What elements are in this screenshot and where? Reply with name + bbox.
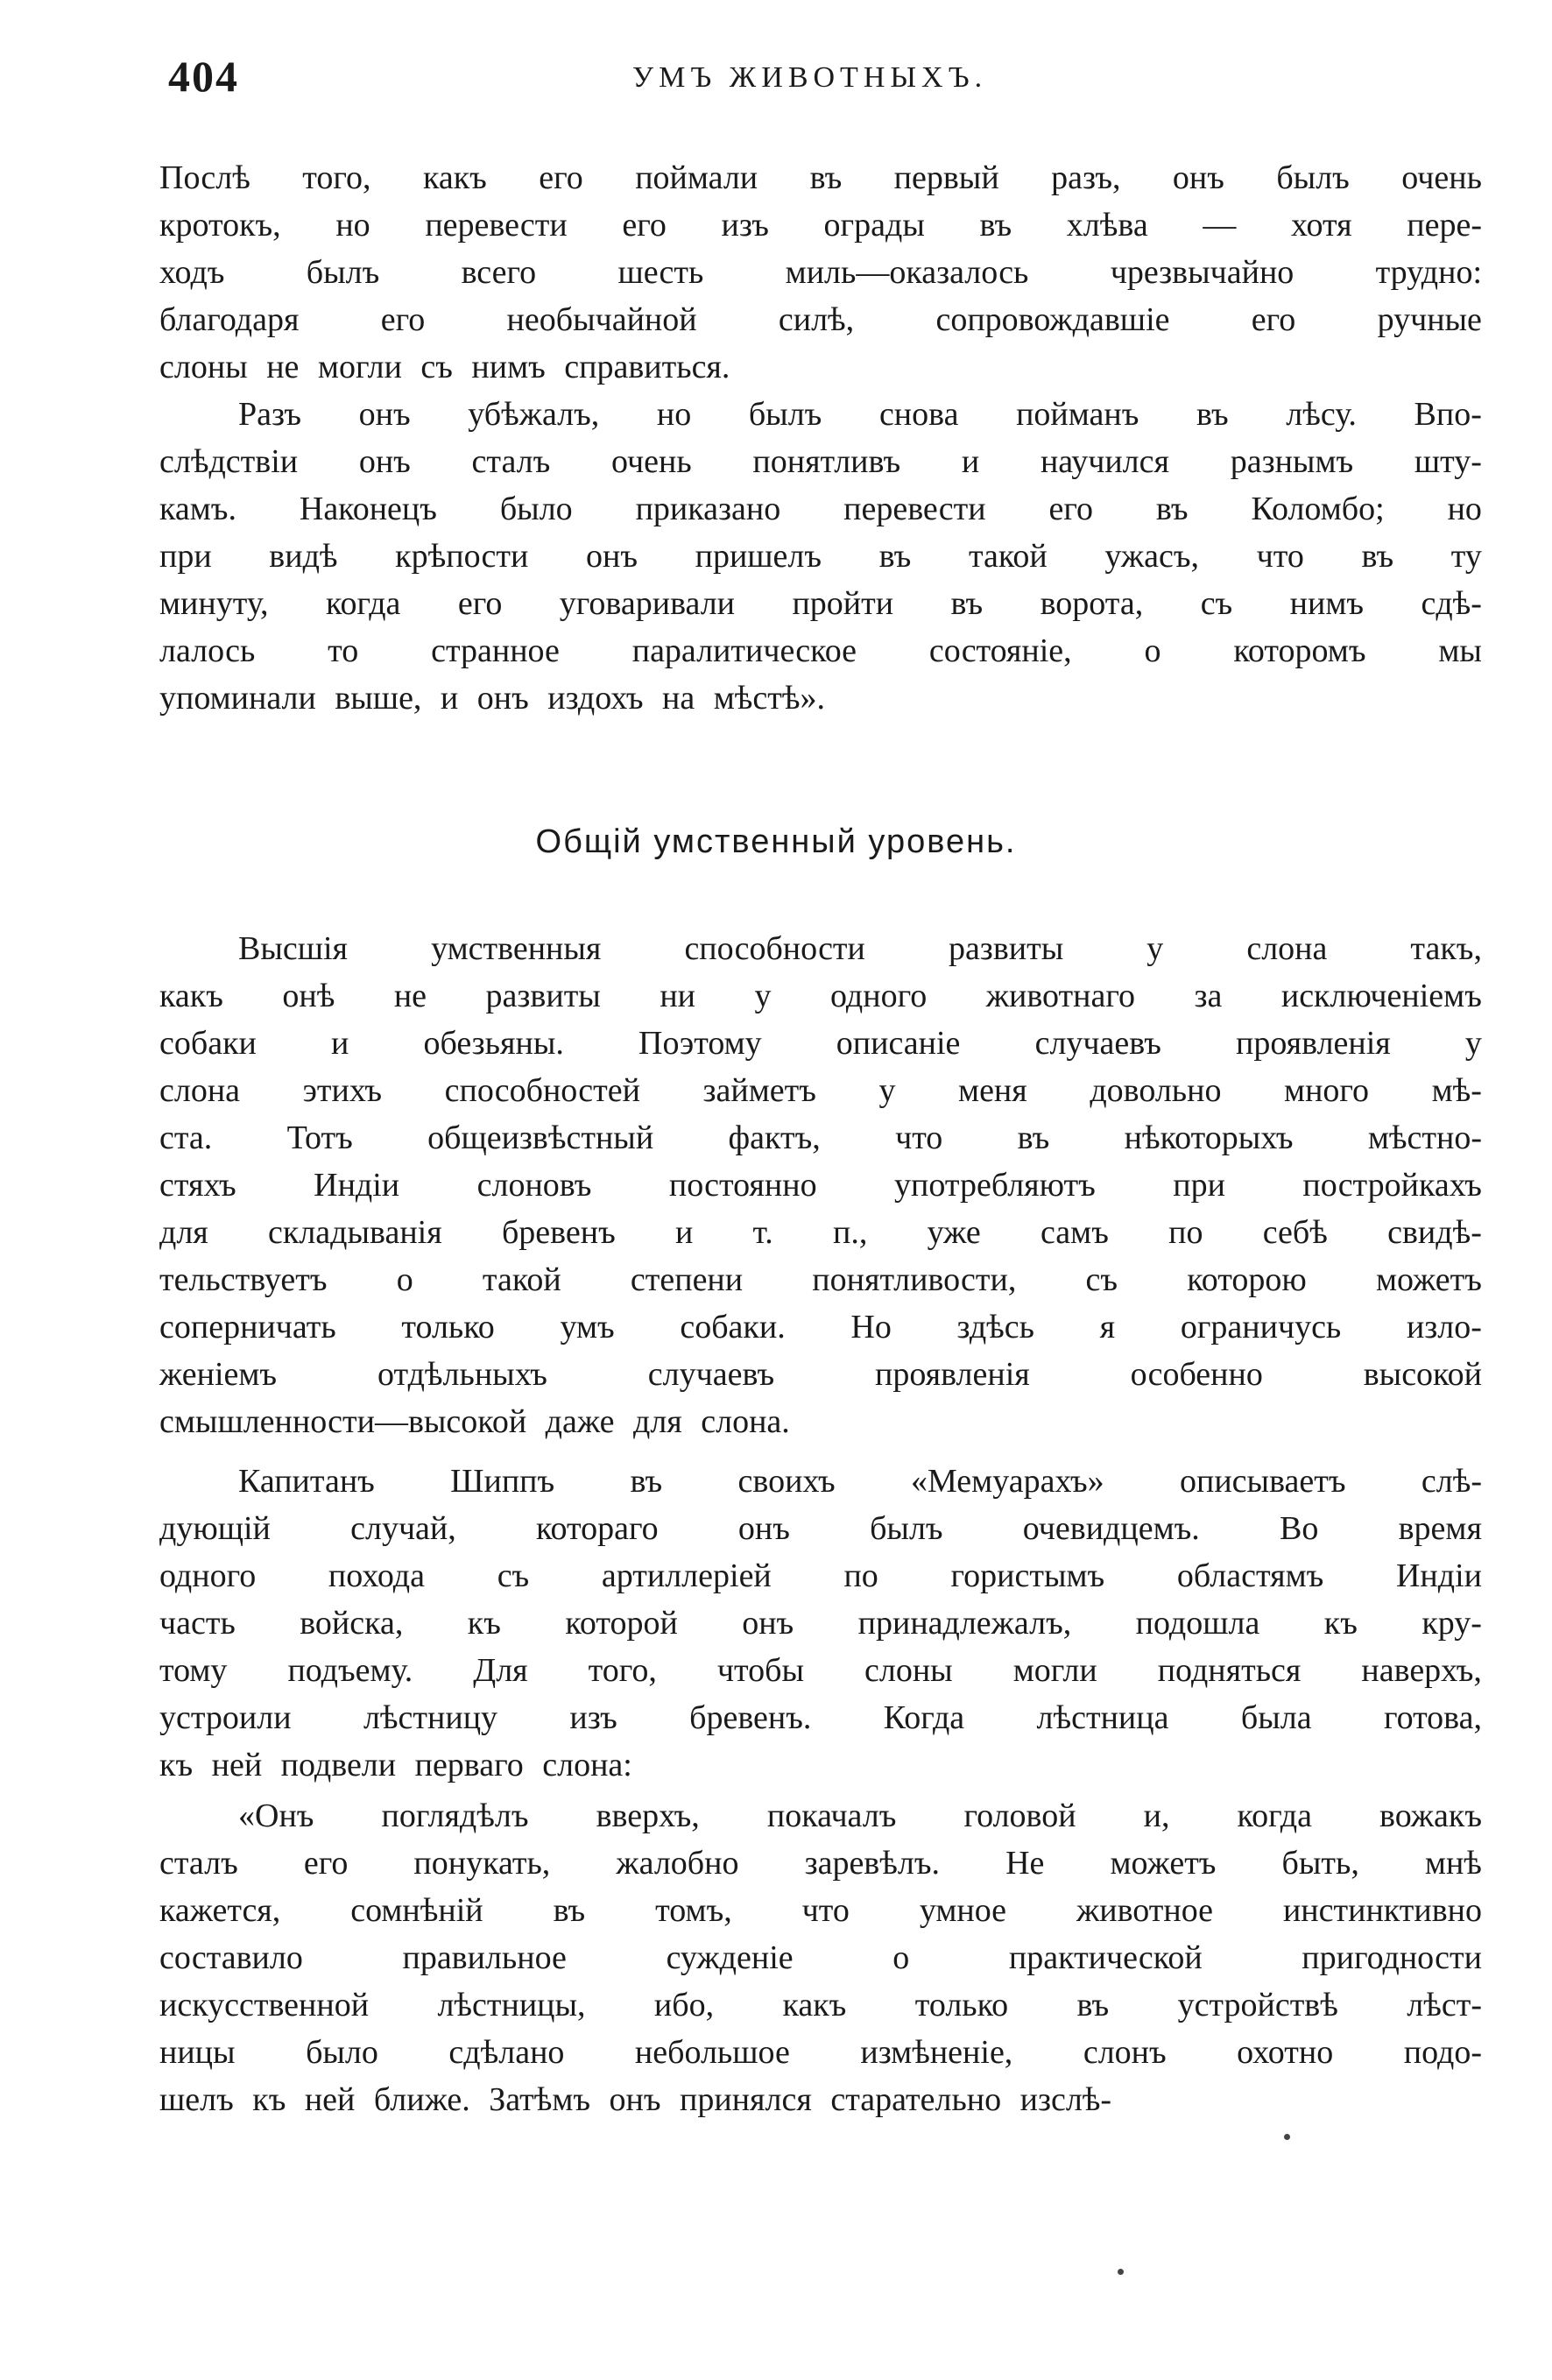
text-line: слона этихъ способностей займетъ у меня довольно много мѣ-	[159, 1072, 1482, 1109]
text-line: къ ней подвели перваго слона:	[159, 1747, 632, 1783]
text-line: слѣдствіи онъ сталъ очень понятливъ и научился разнымъ шту-	[159, 443, 1482, 480]
text-line: минуту, когда его уговаривали пройти въ ворота, съ нимъ сдѣ-	[159, 585, 1482, 622]
text-line: ницы было сдѣлано небольшое измѣненіе, слонъ охотно подо-	[159, 2034, 1482, 2071]
running-title: УМЪ ЖИВОТНЫХЪ.	[632, 61, 988, 94]
text-line: камъ. Наконецъ было приказано перевести его въ Коломбо; но	[159, 491, 1482, 527]
text-line: Разъ онъ убѣжалъ, но былъ снова пойманъ въ лѣсу. Впо-	[238, 396, 1482, 433]
text-line: шелъ къ ней ближе. Затѣмъ онъ принялся старательно изслѣ-	[159, 2081, 1112, 2118]
page-header	[159, 51, 1482, 112]
text-line: «Онъ поглядѣлъ вверхъ, покачалъ головой и, когда вожакъ	[238, 1797, 1482, 1834]
text-line: тому подъему. Для того, чтобы слоны могли подняться наверхъ,	[159, 1652, 1482, 1689]
text-line: благодаря его необычайной силѣ, сопровождавшіе его ручные	[159, 301, 1482, 338]
page-number: 404	[168, 52, 239, 101]
text-line: для складыванія бревенъ и т. п., уже самъ по себѣ свидѣ-	[159, 1214, 1482, 1251]
text-line: стяхъ Индіи слоновъ постоянно употребляютъ при постройкахъ	[159, 1167, 1482, 1204]
text-line: лалось то странное паралитическое состояніе, о которомъ мы	[159, 632, 1482, 669]
text-line: часть войска, къ которой онъ принадлежалъ, подошла къ кру-	[159, 1605, 1482, 1642]
text-line: смышленности—высокой даже для слона.	[159, 1403, 790, 1440]
text-line: ходъ былъ всего шесть миль—оказалось чрезвычайно трудно:	[159, 254, 1482, 291]
text-line: сталъ его понукать, жалобно заревѣлъ. Не можетъ быть, мнѣ	[159, 1845, 1482, 1882]
text-line: составило правильное сужденіе о практической пригодности	[159, 1939, 1482, 1976]
section-heading: Общій умственный уровень.	[535, 823, 1017, 860]
text-line: женіемъ отдѣльныхъ случаевъ проявленія особенно высокой	[159, 1356, 1482, 1393]
text-line: дующій случай, котораго онъ былъ очевидцемъ. Во время	[159, 1510, 1482, 1547]
text-line: кротокъ, но перевести его изъ ограды въ хлѣва — хотя пере-	[159, 207, 1482, 244]
text-line: слоны не могли съ нимъ справиться.	[159, 349, 730, 385]
text-line: собаки и обезьяны. Поэтому описаніе случаевъ проявленія у	[159, 1025, 1482, 1062]
paragraph-2	[159, 391, 1482, 722]
text-line: Высшія умственныя способности развиты у слона такъ,	[238, 930, 1482, 967]
paragraph-1	[159, 154, 1482, 391]
text-line: соперничать только умъ собаки. Но здѣсь я ограничусь изло-	[159, 1309, 1482, 1345]
text-line: искусственной лѣстницы, ибо, какъ только въ устройствѣ лѣст-	[159, 1987, 1482, 2023]
text-line: кажется, сомнѣній въ томъ, что умное животное инстинктивно	[159, 1892, 1482, 1929]
text-line: тельствуетъ о такой степени понятливости, съ которою можетъ	[159, 1261, 1482, 1298]
text-line: при видѣ крѣпости онъ пришелъ въ такой ужасъ, что въ ту	[159, 538, 1482, 575]
print-speck	[1284, 2134, 1290, 2140]
paragraph-3	[159, 925, 1482, 1445]
print-speck	[1118, 2269, 1124, 2275]
text-line: одного похода съ артиллеріей по гористымъ областямъ Индіи	[159, 1557, 1482, 1594]
text-line: упоминали выше, и онъ издохъ на мѣстѣ».	[159, 680, 825, 717]
text-line: Капитанъ Шиппъ въ своихъ «Мемуарахъ» описываетъ слѣ-	[238, 1463, 1482, 1500]
text-line: Послѣ того, какъ его поймали въ первый разъ, онъ былъ очень	[159, 159, 1482, 196]
text-line: ста. Тотъ общеизвѣстный фактъ, что въ нѣкоторыхъ мѣстно-	[159, 1119, 1482, 1156]
text-line: какъ онѣ не развиты ни у одного животнаго за исключеніемъ	[159, 978, 1482, 1014]
paragraph-5	[159, 1792, 1482, 2123]
paragraph-4	[159, 1458, 1482, 1789]
text-line: устроили лѣстницу изъ бревенъ. Когда лѣстница была готова,	[159, 1699, 1482, 1736]
